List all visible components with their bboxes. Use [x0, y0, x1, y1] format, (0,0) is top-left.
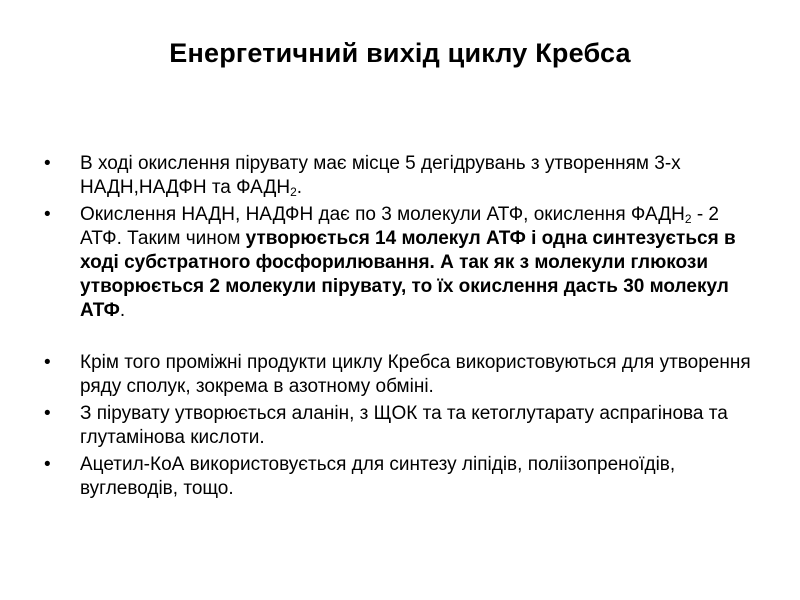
bullet-dot-icon [44, 402, 64, 426]
bullet-item-1 [44, 152, 764, 200]
bullet-1-subscript: 2 [290, 185, 297, 199]
bullet-2-mid: - 2 АТФ. Таким чином [80, 204, 719, 249]
bullet-dot-icon [44, 351, 64, 375]
bullet-2-subscript: 2 [684, 212, 692, 226]
bullet-2-text: Окислення НАДН, НАДФН дає по 3 молекули АТФ, окислення ФАДН [80, 204, 685, 225]
bullet-dot-icon [44, 152, 64, 176]
bullet-5-text: Ацетил-КоА використовується для синтезу ліпідів, поліізопреноїдів, вуглеводів, тощо. [80, 454, 676, 499]
bullet-list [44, 152, 764, 504]
bullet-dot-icon [44, 203, 64, 227]
bullet-item-3 [44, 351, 764, 399]
bullet-2-bold: утворюється 14 молекул АТФ і одна синтезується в ході субстратного фосфорилювання. А так як з молекули глюкози утворюється 2 молекули пірувату, то їх окислення дасть 30 молекул АТФ [80, 228, 736, 321]
slide-title: Енергетичний вихід циклу Кребса [169, 38, 631, 68]
bullet-2-end: . [119, 300, 126, 321]
bullet-dot-icon [44, 453, 64, 477]
bullet-1-text: В ході окислення пірувату має місце 5 дегідрувань з утворенням 3-х НАДН,НАДФН та ФАДН [80, 153, 681, 198]
bullet-item-2 [44, 203, 764, 323]
bullet-3-text: Крім того проміжні продукти циклу Кребса використовуються для утворення ряду сполук, зокрема в азотному обміні. [80, 352, 751, 397]
bullet-item-4 [44, 402, 764, 450]
bullet-item-5 [44, 453, 764, 501]
bullet-4-text: З пірувату утворюється аланін, з ЩОК та та кетоглутарату аспрагінова та глутамінова кислоти. [80, 403, 728, 448]
bullet-1-end: . [296, 177, 303, 198]
